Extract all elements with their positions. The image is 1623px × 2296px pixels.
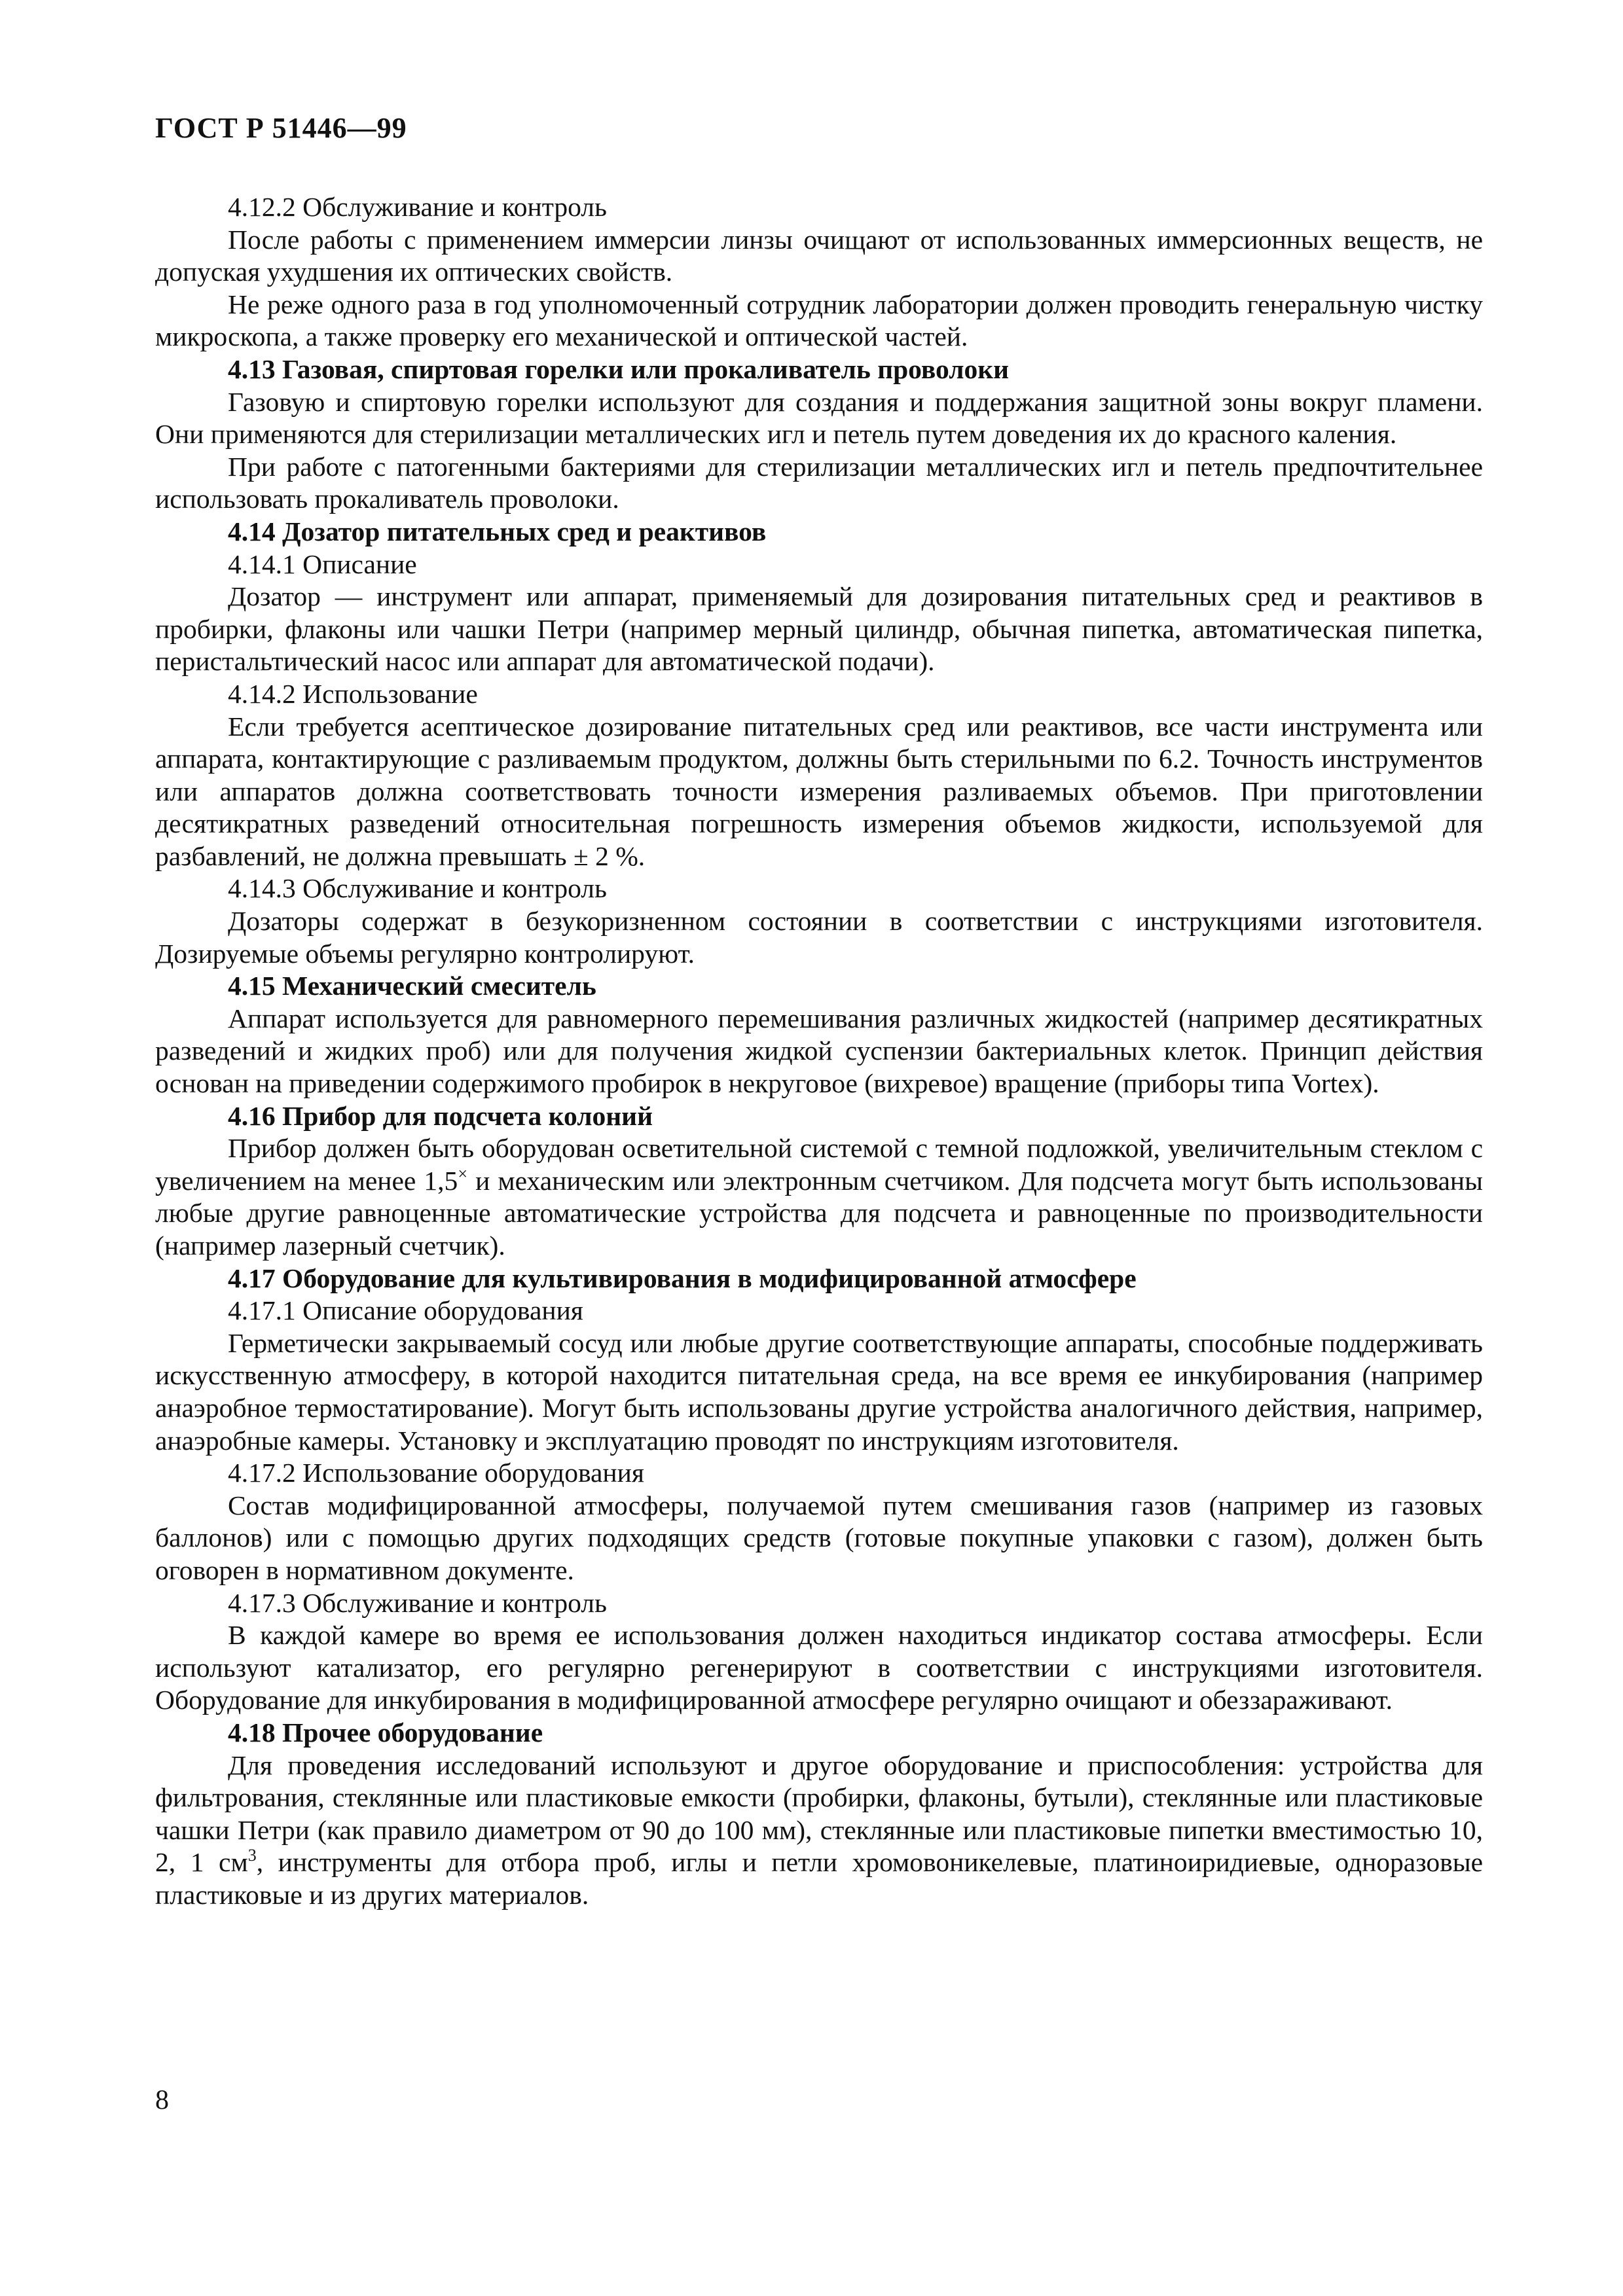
- subsection-4-17-2-title: 4.17.2 Использование оборудования: [228, 1458, 644, 1488]
- section-4-17-heading: 4.17 Оборудование для культивирования в модифицированной атмосфере: [228, 1263, 1137, 1293]
- subsection-4-14-1-title: 4.14.1 Описание: [228, 548, 417, 579]
- subsection-4-17-3-title: 4.17.3 Обслуживание и контроль: [228, 1587, 607, 1618]
- text-run: , инструменты для отбора проб, иглы и петли хромовоникелевые, платиноиридиевые, одноразовые пластиковые и из других материалов.: [155, 1847, 1483, 1910]
- text-run: и механическим или электронным счетчиком. Для подсчета могут быть использованы любые другие равноценные автоматические устройства для подсчета и равноценные по производительности (например лазерный счетчик).: [155, 1165, 1483, 1261]
- paragraph: [155, 1749, 1483, 1912]
- section-4-13-heading: 4.13 Газовая, спиртовая горелки или прокаливатель проволоки: [228, 353, 1010, 384]
- subsection-4-12-2-title: 4.12.2 Обслуживание и контроль: [228, 192, 607, 222]
- paragraph: Если требуется асептическое дозирование питательных сред или реактивов, все части инструмента или аппарата, контактирующие с разливаемым продуктом, должны быть стерильными по 6.2. Точность инструментов или аппаратов должна соответствовать точности измерения разливаемых объемов. При приготовлении десятикратных разведений относительная погрешность измерения объемов жидкости, используемой для разбавлений, не должна превышать ± 2 %.: [155, 711, 1483, 871]
- paragraph: [155, 1132, 1483, 1262]
- text-run: Для проведения исследований используют и другое оборудование и приспособления: устройства для фильтрования, стеклянные или пластиковые емкости (пробирки, флаконы, бутыли), стеклянные или пластиковые чашки Петри (как правило диаметром от 90 до 100 мм), стеклянные или пластиковые пипетки вместимостью 10, 2, 1 см: [155, 1749, 1483, 1878]
- subsection-4-17-1-title: 4.17.1 Описание оборудования: [228, 1295, 583, 1326]
- paragraph: В каждой камере во время ее использования должен находиться индикатор состава атмосферы. Если используют катализатор, его регулярно регенерируют в соответствии с инструкциями изготовителя. Оборудование для инкубирования в модифицированной атмосфере регулярно очищают и обеззараживают.: [155, 1620, 1483, 1715]
- subsection-4-14-2-title: 4.14.2 Использование: [228, 678, 478, 709]
- paragraph: Газовую и спиртовую горелки используют для создания и поддержания защитной зоны вокруг пламени. Они применяются для стерилизации металлических игл и петель путем доведения их до красного каления.: [155, 386, 1483, 450]
- subsection-4-14-3-title: 4.14.3 Обслуживание и контроль: [228, 873, 607, 904]
- text-run: Прибор должен быть оборудован осветительной системой с темной подложкой, увеличительным стеклом с увеличением на менее 1,5: [155, 1133, 1483, 1196]
- paragraph: Герметически закрываемый сосуд или любые другие соответствующие аппараты, способные поддерживать искусственную атмосферу, в которой находится питательная среда, на все время ее инкубирования (например анаэробное термостатирование). Могут быть использованы другие устройства аналогичного действия, например, анаэробные камеры. Установку и эксплуатацию проводят по инструкциям изготовителя.: [155, 1327, 1483, 1456]
- paragraph: Дозатор — инструмент или аппарат, применяемый для дозирования питательных сред и реактивов в пробирки, флаконы или чашки Петри (например мерный цилиндр, обычная пипетка, автоматическая пипетка, перистальтический насос или аппарат для автоматической подачи).: [155, 581, 1483, 677]
- superscript: ×: [458, 1164, 467, 1183]
- superscript: 3: [247, 1846, 257, 1865]
- paragraph: Не реже одного раза в год уполномоченный сотрудник лаборатории должен проводить генеральную чистку микроскопа, а также проверку его механической и оптической частей.: [155, 289, 1483, 352]
- paragraph: После работы с применением иммерсии линзы очищают от использованных иммерсионных веществ, не допуская ухудшения их оптических свойств.: [155, 224, 1483, 287]
- section-4-15-heading: 4.15 Механический смеситель: [228, 971, 596, 1001]
- section-4-18-heading: 4.18 Прочее оборудование: [228, 1717, 543, 1748]
- paragraph: Дозаторы содержат в безукоризненном состоянии в соответствии с инструкциями изготовителя. Дозируемые объемы регулярно контролируют.: [155, 906, 1483, 969]
- paragraph: Состав модифицированной атмосферы, получаемой путем смешивания газов (например из газовых баллонов) или с помощью других подходящих средств (готовые покупные упаковки с газом), должен быть оговорен в нормативном документе.: [155, 1490, 1483, 1585]
- section-4-14-heading: 4.14 Дозатор питательных сред и реактивов: [228, 516, 767, 547]
- document-body: [155, 191, 1483, 1911]
- page-number: 8: [155, 2085, 169, 2115]
- document-header: ГОСТ Р 51446—99: [155, 112, 407, 144]
- paragraph: Аппарат используется для равномерного перемешивания различных жидкостей (например десятикратных разведений и жидких проб) или для получения жидкой суспензии бактериальных клеток. Принцип действия основан на приведении содержимого пробирок в некруговое (вихревое) вращение (приборы типа Vortex).: [155, 1003, 1483, 1099]
- section-4-16-heading: 4.16 Прибор для подсчета колоний: [228, 1100, 653, 1131]
- paragraph: При работе с патогенными бактериями для стерилизации металлических игл и петель предпочтительнее использовать прокаливатель проволоки.: [155, 451, 1483, 514]
